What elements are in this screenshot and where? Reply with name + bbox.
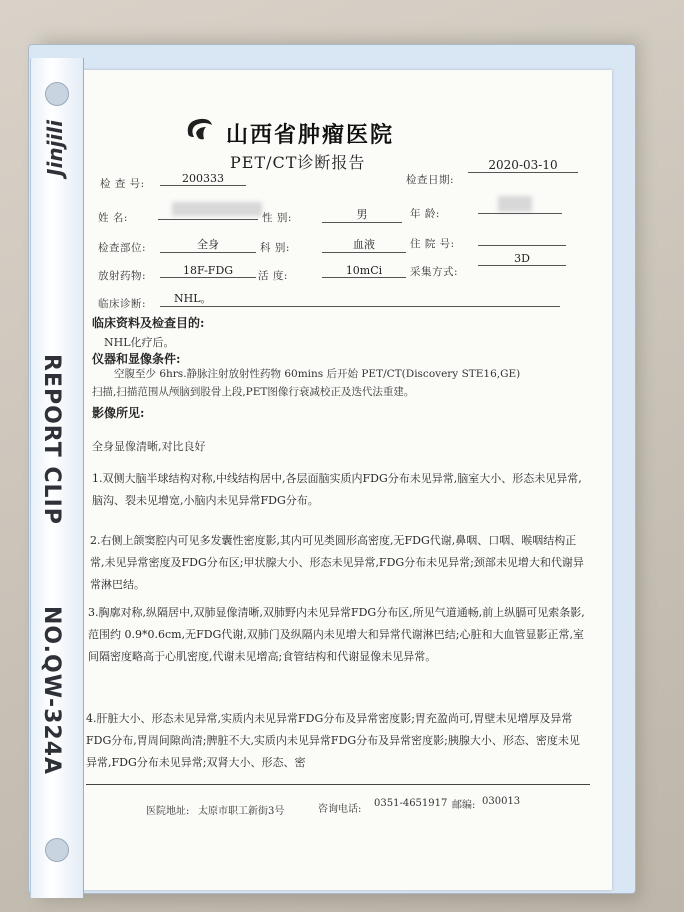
inpatient-underline [478,232,566,246]
footer-postcode-label: 邮编: [452,800,476,811]
gender-value: 男 [322,206,402,223]
gender-label: 性 别: [262,212,292,224]
dept-label: 科 别: [260,242,290,254]
name-underline [158,206,258,220]
exam-no-value: 200333 [160,172,246,186]
report-clip-spine [30,58,84,898]
hospital-name: 山西省肿瘤医院 [226,122,395,148]
clip-brand: Jinjili [43,120,67,176]
hospital-logo-icon [182,113,216,147]
report-title: PET/CT诊断报告 [230,153,366,172]
inpatient-label: 住 院 号: [410,238,455,250]
overall-text: 全身显像清晰,对比良好 [92,440,206,453]
instrument-line2: 扫描,扫描范围从颅脑到股骨上段,PET图像行衰减校正及迭代法重建。 [92,386,415,398]
finding-paragraph-3: 3.胸廓对称,纵隔居中,双肺显像清晰,双肺野内未见异常FDG分布区,所见气道通畅,前上纵膈可见索条影,范围约 0.9*0.6cm,无FDG代谢,双肺门及纵隔内未见增大和异常代谢淋巴结;心脏和大血管显影正常,室间隔密度略高于心肌密度,代谢未见增高;食管结构和代谢显像未见异常。 [88,606,585,663]
footer-rule [86,784,590,785]
clip-hole-bottom [45,838,69,862]
drug-value: 18F-FDG [160,264,256,278]
mode-value: 3D [478,252,566,266]
name-label: 姓 名: [98,212,128,224]
exam-date-value: 2020-03-10 [468,158,578,173]
clinical-text: NHL化疗后。 [104,336,175,349]
clip-model: NO.QW-324A [39,606,64,776]
dept-value: 血液 [322,236,406,253]
findings-heading: 影像所见: [92,406,145,420]
finding-paragraph-2: 2.右侧上颌窦腔内可见多发囊性密度影,其内可见类圆形高密度,无FDG代谢,鼻咽、口咽、喉咽结构正常,未见异常密度及FDG分布区;甲状腺大小、形态未见异常,FDG分布未见异常;颈部未见增大和代谢异常淋巴结。 [90,534,584,591]
activity-label: 活 度: [258,270,288,282]
part-label: 检查部位: [98,242,147,254]
footer-address: 太原市职工新街3号 [198,806,285,817]
age-underline [478,200,562,214]
clip-name: REPORT CLIP [39,354,64,525]
diag-label: 临床诊断: [98,298,147,310]
activity-value: 10mCi [322,264,406,278]
age-label: 年 龄: [410,208,440,220]
part-value: 全身 [160,236,256,253]
diag-value: NHL。 [160,290,560,307]
exam-date-label: 检查日期: [406,174,455,186]
mode-label: 采集方式: [410,266,459,278]
drug-label: 放射药物: [98,270,147,282]
footer-postcode: 030013 [482,796,521,807]
footer-address-label: 医院地址: [146,806,190,817]
clip-hole-top [45,82,69,106]
instrument-heading: 仪器和显像条件: [92,352,181,366]
footer-phone-label: 咨询电话: [318,804,362,815]
footer-phone: 0351-4651917 [374,798,448,809]
exam-no-label: 检 查 号: [100,178,145,190]
finding-paragraph-1: 1.双侧大脑半球结构对称,中线结构居中,各层面脑实质内FDG分布未见异常,脑室大小、形态未见异常,脑沟、裂未见增宽,小脑内未见异常FDG分布。 [92,472,582,507]
finding-paragraph-4: 4.肝脏大小、形态未见异常,实质内未见异常FDG分布及异常密度影;胃充盈尚可,胃壁未见增厚及异常FDG分布,胃周间隙尚清;脾脏不大,实质内未见异常FDG分布及异常密度影;胰腺大小、形态、密度未见异常,FDG分布未见异常;双肾大小、形态、密 [86,712,580,769]
instrument-line1: 空腹至少 6hrs.静脉注射放射性药物 60mins 后开始 PET/CT(Discovery STE16,GE) [114,368,521,380]
clinical-heading: 临床资料及检查目的: [92,316,205,330]
